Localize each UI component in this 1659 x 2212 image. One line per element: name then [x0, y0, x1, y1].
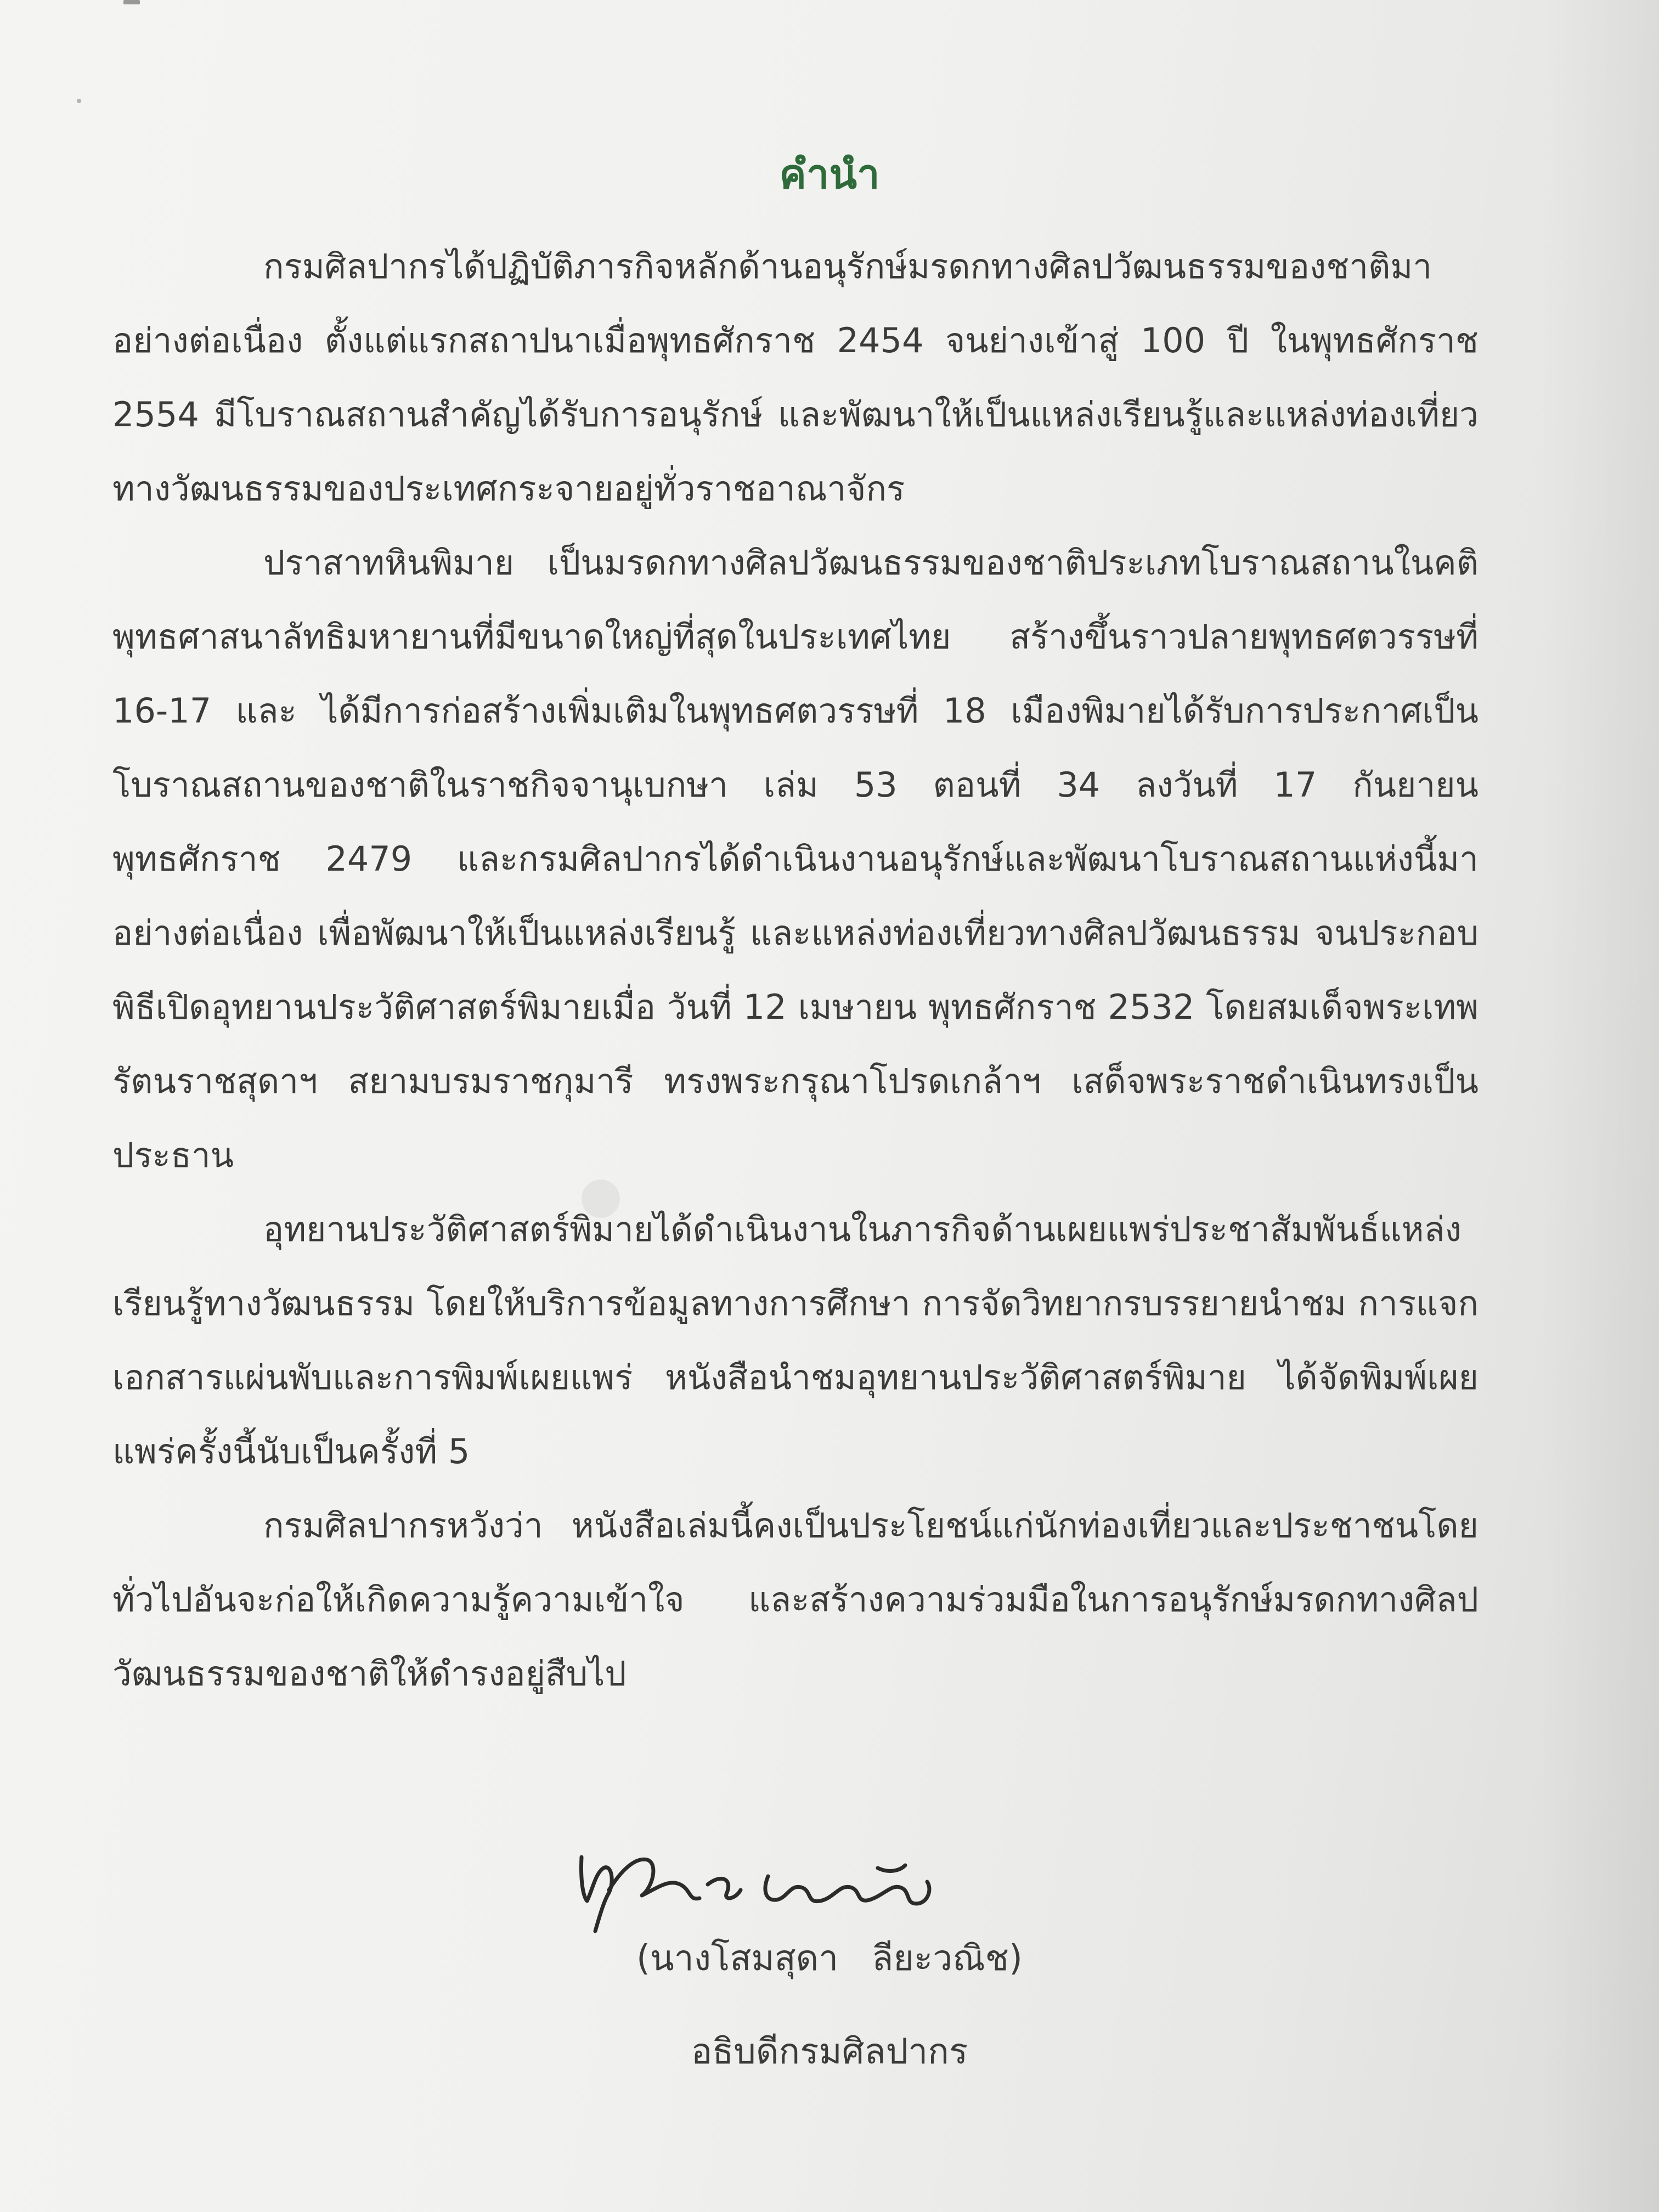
page-shadow	[1538, 0, 1659, 2212]
page-title: คำนำ	[779, 151, 880, 198]
signatory-name: (นางโสมสุดา ลียะวณิช)	[636, 1938, 1023, 1979]
paper-speck	[123, 0, 140, 4]
paragraph: กรมศิลปากรหวังว่า หนังสือเล่มนี้คงเป็นประโยชน์แก่นักท่องเที่ยวและประชาชนโดยทั่วไปอันจะก่อให้เกิดความรู้ความเข้าใจ และสร้างความร่วมมือในการอนุรักษ์มรดกทางศิลปวัฒนธรรมของชาติให้ดำรงอยู่สืบไป	[112, 1505, 1479, 1694]
paragraph: ปราสาทหินพิมาย เป็นมรดกทางศิลปวัฒนธรรมของชาติประเภทโบราณสถานในคติพุทธศาสนาลัทธิมหายานที่มีขนาดใหญ่ที่สุดในประเทศไทย สร้างขึ้นราวปลายพุทธศตวรรษที่ 16-17 และ ได้มีการก่อสร้างเพิ่มเติมในพุทธศตวรรษที่ 18 เมืองพิมายได้รับการประกาศเป็นโบราณสถานของชาติในราชกิจจานุเบกษา เล่ม 53 ตอนที่ 34 ลงวันที่ 17 กันยายน พุทธศักราช 2479 และกรมศิลปากรได้ดำเนินงานอนุรักษ์และพัฒนาโบราณสถานแห่งนี้มาอย่างต่อเนื่อง เพื่อพัฒนาให้เป็นแหล่งเรียนรู้ และแหล่งท่องเที่ยวทางศิลปวัฒนธรรม จนประกอบพิธีเปิดอุทยานประวัติศาสตร์พิมายเมื่อ วันที่ 12 เมษายน พุทธศักราช 2532 โดยสมเด็จพระเทพรัตนราชสุดาฯ สยามบรมราชกุมารี ทรงพระกรุณาโปรดเกล้าฯ เสด็จพระราชดำเนินทรงเป็นประธาน	[112, 543, 1479, 1175]
handwritten-signature	[571, 1835, 966, 1945]
paragraph: อุทยานประวัติศาสตร์พิมายได้ดำเนินงานในภารกิจด้านเผยแพร่ประชาสัมพันธ์แหล่งเรียนรู้ทางวัฒนธรรม โดยให้บริการข้อมูลทางการศึกษา การจัดวิทยากรบรรยายนำชม การแจกเอกสารแผ่นพับและการพิมพ์เผยแพร่ หนังสือนำชมอุทยานประวัติศาสตร์พิมาย ได้จัดพิมพ์เผยแพร่ครั้งนี้นับเป็นครั้งที่ 5	[112, 1209, 1479, 1471]
paragraph: กรมศิลปากรได้ปฏิบัติภารกิจหลักด้านอนุรักษ์มรดกทางศิลปวัฒนธรรมของชาติมาอย่างต่อเนื่อง ตั้งแต่แรกสถาปนาเมื่อพุทธศักราช 2454 จนย่างเข้าสู่ 100 ปี ในพุทธศักราช 2554 มีโบราณสถานสำคัญได้รับการอนุรักษ์ และพัฒนาให้เป็นแหล่งเรียนรู้และแหล่งท่องเที่ยวทางวัฒนธรรมของประเทศกระจายอยู่ทั่วราชอาณาจักร	[112, 246, 1479, 509]
foreword-body	[112, 229, 1479, 1711]
paper-speck	[77, 99, 81, 103]
signatory-title: อธิบดีกรมศิลปากร	[691, 2032, 968, 2072]
